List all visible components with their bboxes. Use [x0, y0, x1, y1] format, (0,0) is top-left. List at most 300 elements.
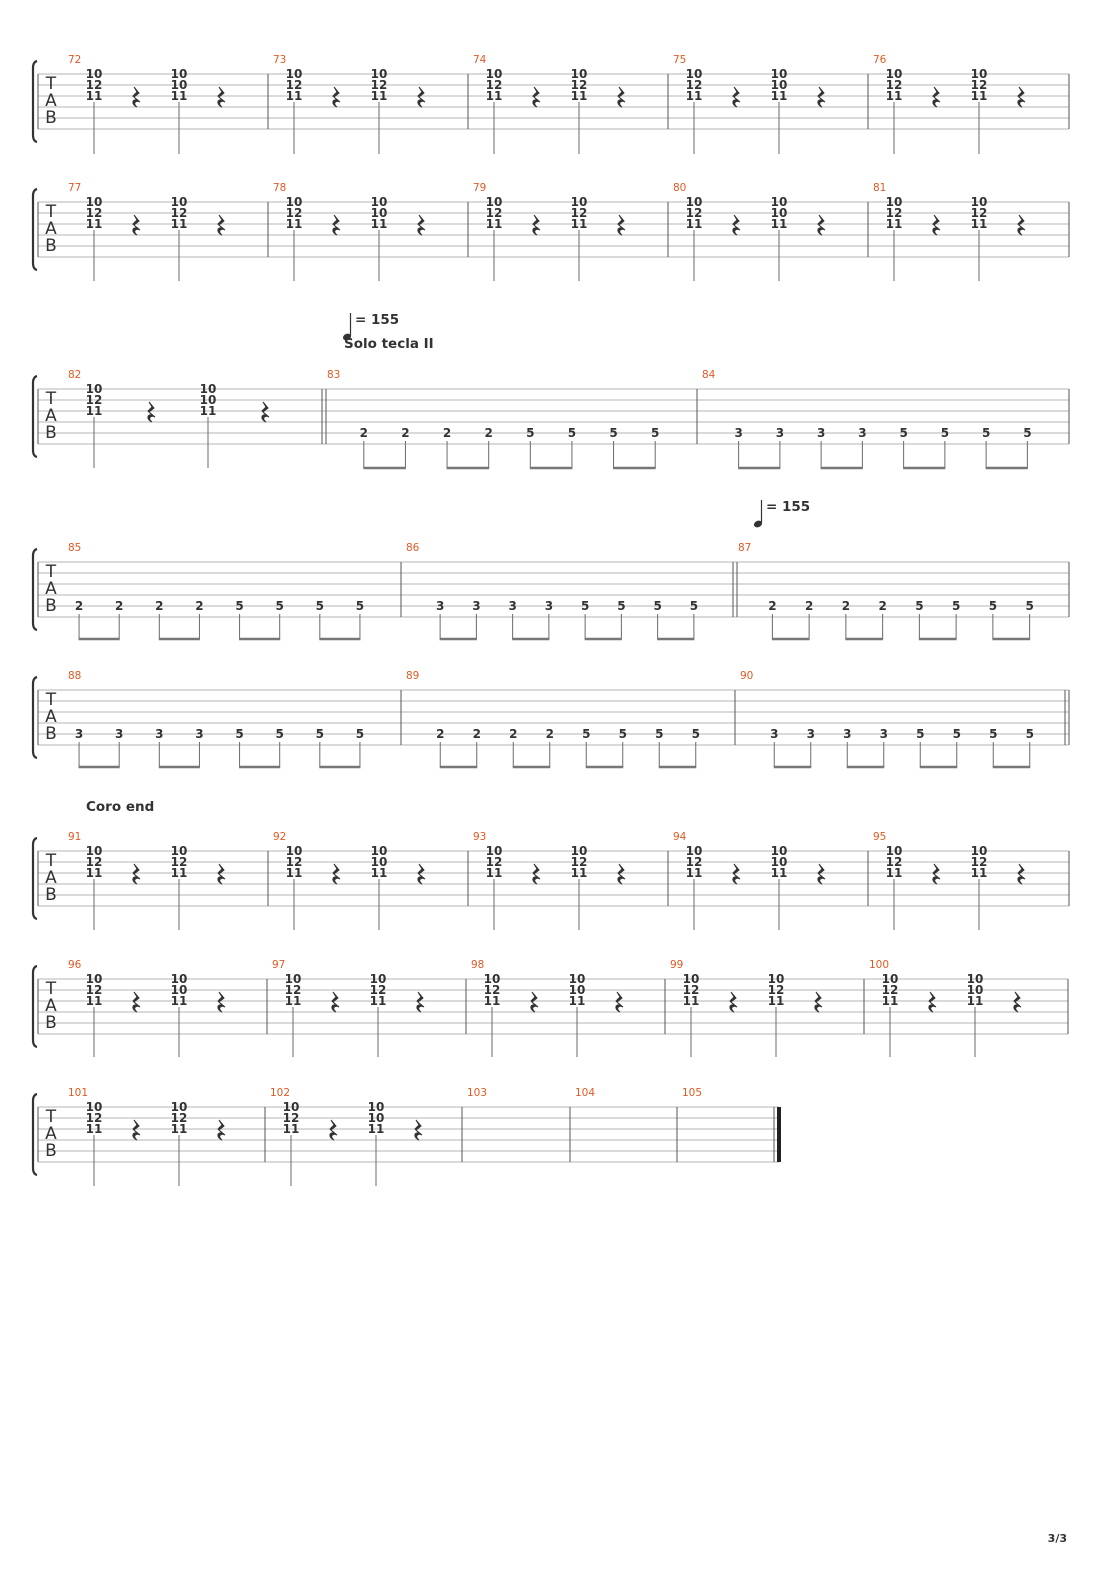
fret-number: 5 [355, 727, 365, 741]
fret-number: 11 [885, 866, 903, 880]
measure-number: 82 [68, 369, 82, 381]
fret-number: 5 [689, 599, 699, 613]
fret-number: 5 [355, 599, 365, 613]
tab-clef-letter: T [45, 979, 57, 999]
fret-number: 2 [878, 599, 887, 613]
fret-number: 10 [282, 1100, 300, 1114]
measure-number: 81 [873, 182, 887, 194]
fret-number: 10 [568, 972, 586, 986]
fret-number: 11 [770, 89, 788, 103]
fret-number: 11 [485, 89, 503, 103]
fret-number: 12 [685, 855, 703, 869]
fret-number: 10 [885, 844, 903, 858]
measure-number: 75 [673, 54, 687, 66]
fret-number: 10 [770, 206, 788, 220]
fret-number: 11 [485, 217, 503, 231]
quarter-rest [933, 864, 940, 884]
fret-number: 10 [85, 382, 103, 396]
fret-number: 10 [885, 195, 903, 209]
fret-number: 11 [170, 217, 188, 231]
fret-number: 12 [85, 393, 103, 407]
fret-number: 11 [570, 866, 588, 880]
quarter-rest [616, 992, 623, 1012]
quarter-rest [818, 87, 825, 107]
fret-number: 12 [170, 206, 188, 220]
fret-number: 11 [282, 1122, 300, 1136]
fret-number: 10 [285, 195, 303, 209]
quarter-rest [418, 864, 425, 884]
measure-number: 95 [873, 831, 887, 843]
fret-number: 12 [485, 855, 503, 869]
fret-number: 12 [970, 206, 988, 220]
fret-number: 10 [970, 195, 988, 209]
measure-number: 105 [682, 1087, 703, 1099]
tab-clef-letter: B [45, 1141, 57, 1161]
quarter-rest [618, 215, 625, 235]
measure-number: 85 [68, 542, 82, 554]
quarter-rest [533, 215, 540, 235]
measure-number: 91 [68, 831, 82, 843]
fret-number: 11 [770, 866, 788, 880]
fret-number: 11 [885, 217, 903, 231]
fret-number: 10 [485, 67, 503, 81]
fret-number: 11 [685, 89, 703, 103]
fret-number: 2 [195, 599, 204, 613]
fret-number: 3 [879, 727, 888, 741]
fret-number: 12 [885, 855, 903, 869]
fret-number: 10 [682, 972, 700, 986]
fret-number: 10 [170, 67, 188, 81]
fret-number: 12 [285, 78, 303, 92]
tab-system [33, 54, 1069, 154]
quarter-rest [218, 992, 225, 1012]
quarter-rest [218, 1120, 225, 1140]
fret-number: 2 [436, 727, 445, 741]
fret-number: 11 [685, 866, 703, 880]
measure-number: 88 [68, 670, 82, 682]
fret-number: 10 [370, 855, 388, 869]
fret-number: 11 [881, 994, 899, 1008]
quarter-rest [1018, 87, 1025, 107]
measure-number: 74 [473, 54, 487, 66]
quarter-rest [133, 1120, 140, 1140]
fret-number: 10 [85, 67, 103, 81]
fret-number: 11 [885, 89, 903, 103]
tab-system [33, 499, 1069, 639]
fret-number: 12 [881, 983, 899, 997]
fret-number: 5 [235, 727, 244, 741]
fret-number: 11 [370, 89, 388, 103]
tab-system [33, 1087, 781, 1186]
fret-number: 5 [940, 426, 950, 440]
measure-number: 79 [473, 182, 487, 194]
fret-number: 10 [367, 1111, 385, 1125]
system-bracket [33, 189, 37, 270]
fret-number: 10 [966, 972, 984, 986]
fret-number: 10 [570, 195, 588, 209]
tempo-value: = 155 [355, 312, 400, 328]
fret-number: 12 [570, 78, 588, 92]
fret-number: 11 [85, 217, 103, 231]
system-bracket [33, 966, 37, 1047]
fret-number: 12 [483, 983, 501, 997]
tab-clef-letter: A [45, 579, 57, 599]
fret-number: 11 [682, 994, 700, 1008]
system-bracket [33, 549, 37, 630]
fret-number: 2 [115, 599, 124, 613]
fret-number: 5 [235, 599, 244, 613]
quarter-rest [730, 992, 737, 1012]
fret-number: 5 [582, 727, 591, 741]
fret-number: 2 [359, 426, 368, 440]
fret-number: 5 [567, 426, 577, 440]
fret-number: 11 [367, 1122, 385, 1136]
fret-number: 11 [485, 866, 503, 880]
fret-number: 5 [1025, 727, 1034, 741]
fret-number: 10 [370, 844, 388, 858]
tab-clef-letter: T [45, 562, 57, 582]
fret-number: 10 [285, 67, 303, 81]
fret-number: 10 [199, 393, 217, 407]
fret-number: 2 [484, 426, 493, 440]
fret-number: 11 [966, 994, 984, 1008]
system-bracket [33, 838, 37, 919]
fret-number: 10 [685, 67, 703, 81]
fret-number: 10 [170, 195, 188, 209]
fret-number: 12 [285, 206, 303, 220]
fret-number: 12 [685, 206, 703, 220]
tab-system [33, 670, 1069, 767]
fret-number: 10 [485, 844, 503, 858]
fret-number: 10 [199, 382, 217, 396]
fret-number: 5 [526, 426, 535, 440]
quarter-rest [533, 87, 540, 107]
fret-number: 10 [966, 983, 984, 997]
quarter-rest [133, 992, 140, 1012]
fret-number: 10 [370, 206, 388, 220]
measure-number: 72 [68, 54, 82, 66]
fret-number: 10 [485, 195, 503, 209]
quarter-rest [818, 864, 825, 884]
section-label: Coro end [86, 799, 155, 815]
quarter-rest [933, 87, 940, 107]
fret-number: 5 [315, 599, 324, 613]
fret-number: 5 [653, 599, 662, 613]
fret-number: 3 [806, 727, 815, 741]
measure-number: 99 [670, 959, 684, 971]
fret-number: 12 [970, 78, 988, 92]
tab-clef-letter: B [45, 724, 57, 744]
quarter-rest [133, 215, 140, 235]
fret-number: 5 [580, 599, 590, 613]
fret-number: 10 [170, 78, 188, 92]
fret-number: 2 [74, 599, 84, 613]
tab-system [33, 182, 1069, 281]
measure-number: 76 [873, 54, 887, 66]
fret-number: 10 [568, 983, 586, 997]
quarter-rest [618, 87, 625, 107]
tab-clef-letter: T [45, 690, 57, 710]
fret-number: 10 [85, 972, 103, 986]
quarter-rest [332, 992, 339, 1012]
quarter-rest [330, 1120, 337, 1140]
fret-number: 5 [1025, 599, 1034, 613]
quarter-rest [333, 864, 340, 884]
fret-number: 11 [970, 866, 988, 880]
fret-number: 12 [282, 1111, 300, 1125]
fret-number: 11 [370, 866, 388, 880]
tab-clef-letter: T [45, 389, 57, 409]
fret-number: 10 [170, 972, 188, 986]
measure-number: 78 [273, 182, 287, 194]
quarter-rest [333, 87, 340, 107]
fret-number: 10 [284, 972, 302, 986]
fret-number: 12 [285, 855, 303, 869]
fret-number: 2 [509, 727, 518, 741]
tab-clef-letter: T [45, 1107, 57, 1127]
fret-number: 10 [970, 67, 988, 81]
quarter-rest [218, 87, 225, 107]
fret-number: 11 [770, 217, 788, 231]
fret-number: 11 [970, 217, 988, 231]
fret-number: 2 [768, 599, 777, 613]
quarter-rest [733, 87, 740, 107]
fret-number: 12 [85, 855, 103, 869]
measure-number: 73 [273, 54, 287, 66]
measure-number: 101 [68, 1087, 89, 1099]
fret-number: 10 [770, 78, 788, 92]
quarter-rest [148, 402, 155, 422]
fret-number: 5 [275, 727, 284, 741]
quarter-rest [531, 992, 538, 1012]
tab-clef-letter: B [45, 596, 57, 616]
tab-clef-letter: B [45, 1013, 57, 1033]
fret-number: 12 [485, 206, 503, 220]
fret-number: 3 [734, 426, 743, 440]
measure-number: 93 [473, 831, 487, 843]
measure-number: 98 [471, 959, 485, 971]
fret-number: 2 [442, 426, 452, 440]
fret-number: 12 [682, 983, 700, 997]
quarter-rest [417, 992, 424, 1012]
tab-clef-letter: A [45, 868, 57, 888]
fret-number: 12 [370, 78, 388, 92]
tab-clef-letter: B [45, 236, 57, 256]
fret-number: 10 [770, 67, 788, 81]
fret-number: 10 [881, 972, 899, 986]
fret-number: 10 [570, 67, 588, 81]
fret-number: 5 [915, 599, 924, 613]
quarter-rest [418, 215, 425, 235]
quarter-rest [733, 864, 740, 884]
fret-number: 12 [85, 983, 103, 997]
fret-number: 11 [85, 866, 103, 880]
quarter-rest [929, 992, 936, 1012]
fret-number: 5 [952, 727, 961, 741]
fret-number: 3 [472, 599, 481, 613]
fret-number: 10 [370, 195, 388, 209]
fret-number: 10 [685, 844, 703, 858]
measure-number: 92 [273, 831, 287, 843]
measure-number: 96 [68, 959, 82, 971]
fret-number: 10 [285, 844, 303, 858]
fret-number: 12 [570, 206, 588, 220]
tempo-value: = 155 [766, 499, 811, 515]
fret-number: 5 [951, 599, 961, 613]
system-bracket [33, 376, 37, 457]
quarter-rest [262, 402, 269, 422]
measure-number: 100 [869, 959, 890, 971]
fret-number: 12 [170, 855, 188, 869]
quarter-rest [733, 215, 740, 235]
fret-number: 12 [485, 78, 503, 92]
fret-number: 11 [568, 994, 586, 1008]
fret-number: 12 [85, 1111, 103, 1125]
fret-number: 10 [370, 67, 388, 81]
fret-number: 5 [651, 426, 660, 440]
fret-number: 3 [195, 727, 204, 741]
fret-number: 11 [170, 89, 188, 103]
tab-clef-letter: A [45, 707, 57, 727]
fret-number: 10 [170, 983, 188, 997]
fret-number: 3 [544, 599, 554, 613]
fret-number: 12 [885, 78, 903, 92]
final-bar-thick [777, 1107, 781, 1162]
fret-number: 5 [1023, 426, 1032, 440]
fret-number: 10 [770, 855, 788, 869]
tab-clef-letter: B [45, 108, 57, 128]
measure-number: 87 [738, 542, 752, 554]
quarter-rest [533, 864, 540, 884]
measure-number: 80 [673, 182, 687, 194]
fret-number: 10 [369, 972, 387, 986]
fret-number: 12 [85, 206, 103, 220]
tab-system [33, 799, 1069, 930]
quarter-rest [333, 215, 340, 235]
tab-clef-letter: A [45, 219, 57, 239]
tab-clef-letter: A [45, 996, 57, 1016]
fret-number: 5 [609, 426, 618, 440]
fret-number: 3 [770, 727, 779, 741]
fret-number: 5 [916, 727, 925, 741]
fret-number: 12 [284, 983, 302, 997]
measure-number: 86 [406, 542, 420, 554]
fret-number: 2 [472, 727, 481, 741]
fret-number: 12 [685, 78, 703, 92]
fret-number: 2 [804, 599, 814, 613]
fret-number: 3 [435, 599, 445, 613]
fret-number: 11 [85, 89, 103, 103]
measure-number: 83 [327, 369, 341, 381]
fret-number: 11 [199, 404, 217, 418]
section-label: Solo tecla II [344, 336, 434, 352]
fret-number: 11 [284, 994, 302, 1008]
fret-number: 11 [170, 866, 188, 880]
fret-number: 11 [85, 994, 103, 1008]
quarter-rest [415, 1120, 422, 1140]
fret-number: 5 [988, 599, 998, 613]
fret-number: 3 [858, 426, 867, 440]
fret-number: 11 [767, 994, 785, 1008]
fret-number: 12 [885, 206, 903, 220]
fret-number: 3 [115, 727, 124, 741]
fret-number: 5 [275, 599, 284, 613]
fret-number: 11 [85, 1122, 103, 1136]
fret-number: 11 [685, 217, 703, 231]
fret-number: 5 [655, 727, 664, 741]
fret-number: 11 [370, 217, 388, 231]
measure-number: 94 [673, 831, 687, 843]
tab-clef-letter: T [45, 202, 57, 222]
quarter-rest [815, 992, 822, 1012]
fret-number: 12 [170, 1111, 188, 1125]
measure-number: 103 [467, 1087, 488, 1099]
quarter-rest [1018, 215, 1025, 235]
fret-number: 10 [170, 844, 188, 858]
fret-number: 10 [570, 844, 588, 858]
fret-number: 5 [989, 727, 998, 741]
fret-number: 11 [570, 217, 588, 231]
fret-number: 2 [401, 426, 410, 440]
tab-clef-letter: B [45, 423, 57, 443]
measure-number: 90 [740, 670, 754, 682]
quarter-rest [133, 87, 140, 107]
tab-clef-letter: B [45, 885, 57, 905]
quarter-rest [218, 864, 225, 884]
tab-system [33, 959, 1068, 1057]
fret-number: 5 [691, 727, 700, 741]
fret-number: 11 [285, 217, 303, 231]
fret-number: 3 [155, 727, 164, 741]
quarter-rest [133, 864, 140, 884]
fret-number: 11 [285, 89, 303, 103]
measure-number: 102 [270, 1087, 291, 1099]
fret-number: 10 [770, 844, 788, 858]
fret-number: 3 [843, 727, 852, 741]
fret-number: 2 [155, 599, 164, 613]
fret-number: 10 [85, 1100, 103, 1114]
fret-number: 11 [483, 994, 501, 1008]
page-number: 3/3 [1047, 1532, 1067, 1545]
fret-number: 5 [899, 426, 908, 440]
tab-clef-letter: A [45, 406, 57, 426]
system-bracket [33, 61, 37, 142]
system-bracket [33, 1094, 37, 1175]
quarter-rest [818, 215, 825, 235]
fret-number: 11 [170, 994, 188, 1008]
fret-number: 3 [816, 426, 826, 440]
fret-number: 5 [617, 599, 626, 613]
quarter-rest [1014, 992, 1021, 1012]
fret-number: 10 [970, 844, 988, 858]
tab-system [33, 312, 1069, 468]
fret-number: 5 [618, 727, 627, 741]
tab-clef-letter: A [45, 91, 57, 111]
fret-number: 12 [970, 855, 988, 869]
tab-clef-letter: A [45, 1124, 57, 1144]
tab-clef-letter: T [45, 851, 57, 871]
tab-clef-letter: T [45, 74, 57, 94]
quarter-rest [618, 864, 625, 884]
fret-number: 10 [885, 67, 903, 81]
fret-number: 11 [285, 866, 303, 880]
fret-number: 11 [970, 89, 988, 103]
fret-number: 5 [315, 727, 324, 741]
quarter-rest [1018, 864, 1025, 884]
fret-number: 10 [85, 195, 103, 209]
fret-number: 12 [570, 855, 588, 869]
fret-number: 12 [767, 983, 785, 997]
